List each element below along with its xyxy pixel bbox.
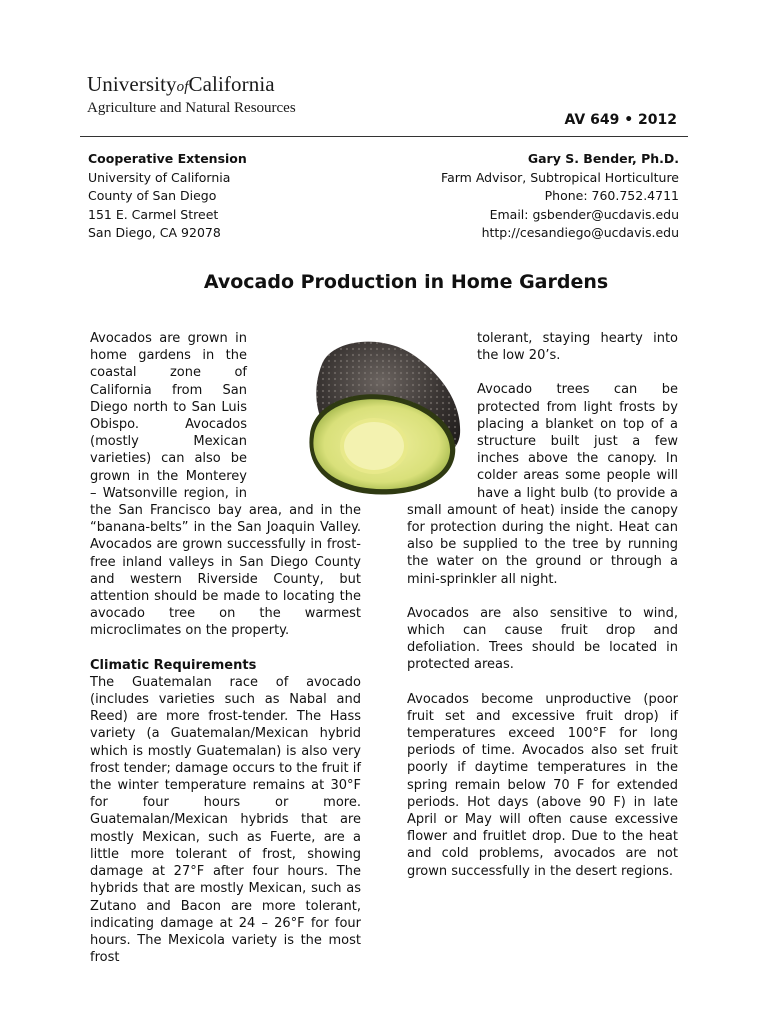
author-title: Farm Advisor, Subtropical Horticulture xyxy=(441,169,679,185)
document-id: AV 649 • 2012 xyxy=(564,112,677,128)
section-heading-climatic: Climatic Requirements xyxy=(90,657,257,673)
logo-org-name: UniversityofCalifornia xyxy=(87,72,275,96)
frost-protection-paragraph: Avocado trees can be protected from light frosts by placing a blanket on top of a structure built just a few inches above the canopy. In colder areas some people will have a light bulb (to provide a small amount of heat) inside the canopy for protection during the night. Heat can also be supplied to the tree by running the water on the ground or through a mini-sprinkler all night. xyxy=(407,382,678,587)
author-phone: Phone: 760.752.4711 xyxy=(544,188,679,203)
extension-line: San Diego, CA 92078 xyxy=(88,225,221,240)
author-email: Email: gsbender@ucdavis.edu xyxy=(489,206,679,222)
extension-line: University of California xyxy=(88,169,231,185)
author-url: http://cesandiego@ucdavis.edu xyxy=(481,225,679,240)
image-wrap-space xyxy=(407,330,477,500)
contact-block-extension xyxy=(88,150,247,243)
logo-division: Agriculture and Natural Resources xyxy=(87,100,296,116)
extension-line: 151 E. Carmel Street xyxy=(88,206,219,222)
image-wrap-space xyxy=(253,330,361,500)
extension-heading: Cooperative Extension xyxy=(88,151,247,166)
wind-paragraph: Avocados are also sensitive to wind, which can cause fruit drop and defoliation. Trees should be located in protected areas. xyxy=(407,605,678,673)
intro-paragraph: Avocados are grown in home gardens in the coastal zone of California from San Diego north to San Luis Obispo. Avocados (mostly Mexican varieties) can also be grown in the Monterey – Watsonville region, in the San Francisco bay area, and in the “banana-belts” in the San Joaquin Valley. Avocados are grown successfully in frost-free inland valleys in San Diego County and western Riverside County, but attention should be made to locating the avocado tree on the warmest microclimates on the property. xyxy=(90,331,361,639)
contact-block-author xyxy=(441,150,679,243)
frost-tolerance-paragraph: tolerant, staying hearty into the low 20’s. xyxy=(477,331,678,364)
right-column xyxy=(407,330,678,897)
climatic-paragraph: The Guatemalan race of avocado (includes varieties such as Nabal and Reed) are more frost-tender. The Hass variety (a Guatemalan/Mexican hybrid which is mostly Guatemalan) is also very frost tender; damage occurs to the fruit if the winter temperature remains at 30°F for four hours or more. Guatemalan/Mexican hybrids that are mostly Mexican, such as Fuerte, are a little more tolerant of frost, showing damage at 27°F after four hours. The hybrids that are mostly Mexican, such as Zutano and Bacon are more tolerant, indicating damage at 24 – 26°F for four hours. The Mexicola variety is the most frost xyxy=(90,674,361,966)
heat-paragraph: Avocados become unproductive (poor fruit set and excessive fruit drop) if temperatures exceed 100°F for long periods of time. Avocados also set fruit poorly if daytime temperatures in the spring remain below 70 F for extended periods. Hot days (above 90 F) in late April or May will often cause excessive flower and fruitlet drop. Due to the heat and cold problems, avocados are not grown successfully in the desert regions. xyxy=(407,691,678,879)
author-name: Gary S. Bender, Ph.D. xyxy=(527,151,679,166)
left-column xyxy=(90,330,361,983)
header-divider xyxy=(80,136,688,137)
document-title: Avocado Production in Home Gardens xyxy=(203,271,609,293)
university-logo xyxy=(87,72,296,117)
extension-line: County of San Diego xyxy=(88,188,217,203)
